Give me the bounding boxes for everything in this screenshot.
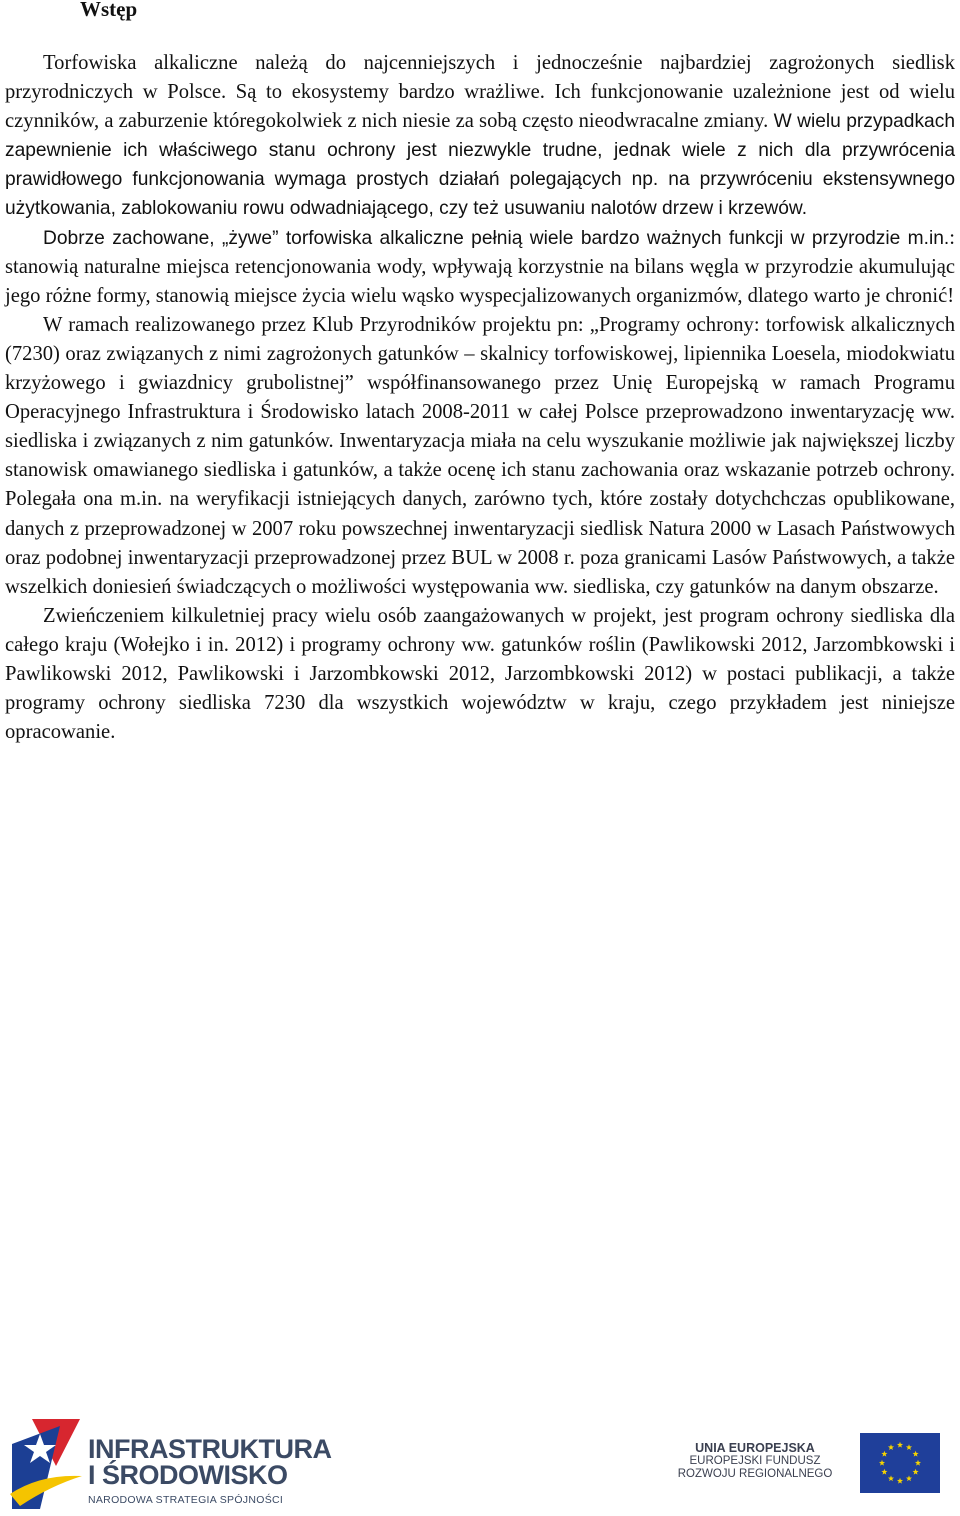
logo-title-line-1: INFRASTRUKTURA bbox=[88, 1434, 332, 1464]
paragraph-2-part-2: : stanowią naturalne miejsca retencjonowania wody, wpływają korzystnie na bilans węgla w przyrodzie akumulując jego różne formy, stanowią miejsce życia wielu wąsko wyspecjalizowanych organizmów, dlatego warto je chronić! bbox=[5, 226, 955, 307]
eu-flag-icon bbox=[860, 1433, 940, 1493]
eu-line-2: EUROPEJSKI FUNDUSZ bbox=[689, 1455, 821, 1467]
logo-subtitle: NARODOWA STRATEGIA SPÓJNOŚCI bbox=[88, 1494, 284, 1506]
infrastruktura-text bbox=[88, 1436, 331, 1506]
paragraph-1-part-2: W wielu przypadkach zapewnienie ich właściwego stanu ochrony jest niezwykle trudne, jednak wiele z nich dla przywrócenia prawidłowego funkcjonowania wymaga prostych działań polegających np. na przywróceniu ekstensywnego użytkowania, zablokowaniu rowu odwadniającego, czy też usuwaniu nalotów drzew i krzewów. bbox=[5, 111, 955, 220]
paragraph-1 bbox=[5, 49, 955, 224]
paragraph-1-part-1: Torfowiska alkaliczne należą do najcenniejszych i jednocześnie najbardziej zagrożonych siedlisk przyrodniczych w Polsce. Są to ekosystemy bardzo wrażliwe. Ich funkcjonowanie uzależnione jest od wielu czynników, a zaburzenie któregokolwiek z nich niesie za sobą często nieodwracalne zmiany. bbox=[5, 52, 955, 133]
infrastruktura-srodowisko-logo bbox=[10, 1414, 332, 1509]
star-emblem-icon bbox=[10, 1414, 85, 1509]
eu-line-3: ROZWOJU REGIONALNEGO bbox=[677, 1468, 833, 1480]
paragraph-2 bbox=[5, 224, 955, 311]
footer-logos bbox=[0, 1400, 960, 1516]
document-body bbox=[5, 49, 955, 747]
paragraph-4: Zwieńczeniem kilkuletniej pracy wielu osób zaangażowanych w projekt, jest program ochrony siedliska dla całego kraju (Wołejko i in. 2012) i programy ochrony ww. gatunków roślin (Pawlikowski 2012, Jarzombkowski i Pawlikowski 2012, Pawlikowski i Jarzombkowski 2012, Jarzombkowski 2012) w postaci publikacji, a także programy ochrony siedliska 7230 dla wszystkich województw w kraju, czego przykładem jest niniejsze opracowanie. bbox=[5, 604, 955, 744]
section-heading: Wstęp bbox=[80, 0, 138, 21]
paragraph-3: W ramach realizowanego przez Klub Przyrodników projektu pn: „Programy ochrony: torfowisk alkalicznych (7230) oraz związanych z nimi zagrożonych gatunków – skalnicy torfowiskowej, lipiennika Loesela, miodokwiatu krzyżowego i gwiazdnicy grubolistnej” współfinansowanego przez Unię Europejską w ramach Programu Operacyjnego Infrastruktura i Środowisko latach 2008-2011 w całej Polsce przeprowadzono inwentaryzację ww. siedliska i związanych z nim gatunków. Inwentaryzacja miała na celu wyszukanie możliwie jak największej liczby stanowisk omawianego siedliska i gatunków, a także ocenę ich stanu zachowania oraz wskazanie potrzeb ochrony. Polegała ona m.in. na weryfikacji istniejących danych, zarówno tych, które zostały dotychchczas opublikowane, danych z przeprowadzonej w 2007 roku powszechnej inwentaryzacji siedlisk Natura 2000 w Lasach Państwowych oraz podobnej inwentaryzacji przeprowadzonej przez BUL w 2008 r. poza granicami Lasów Państwowych, a także wszelkich doniesień świadczących o możliwości występowania ww. siedliska, czy gatunków na danym obszarze. bbox=[5, 313, 955, 598]
eu-fund-logo bbox=[675, 1433, 940, 1493]
paragraph-2-part-1: Dobrze zachowane, „żywe” torfowiska alkaliczne pełnią wiele bardzo ważnych funkcji w przyrodzie m.in. bbox=[43, 227, 950, 249]
eu-text bbox=[675, 1441, 835, 1481]
logo-title-line-2: I ŚRODOWISKO bbox=[88, 1460, 288, 1490]
eu-line-1: UNIA EUROPEJSKA bbox=[695, 1441, 815, 1455]
